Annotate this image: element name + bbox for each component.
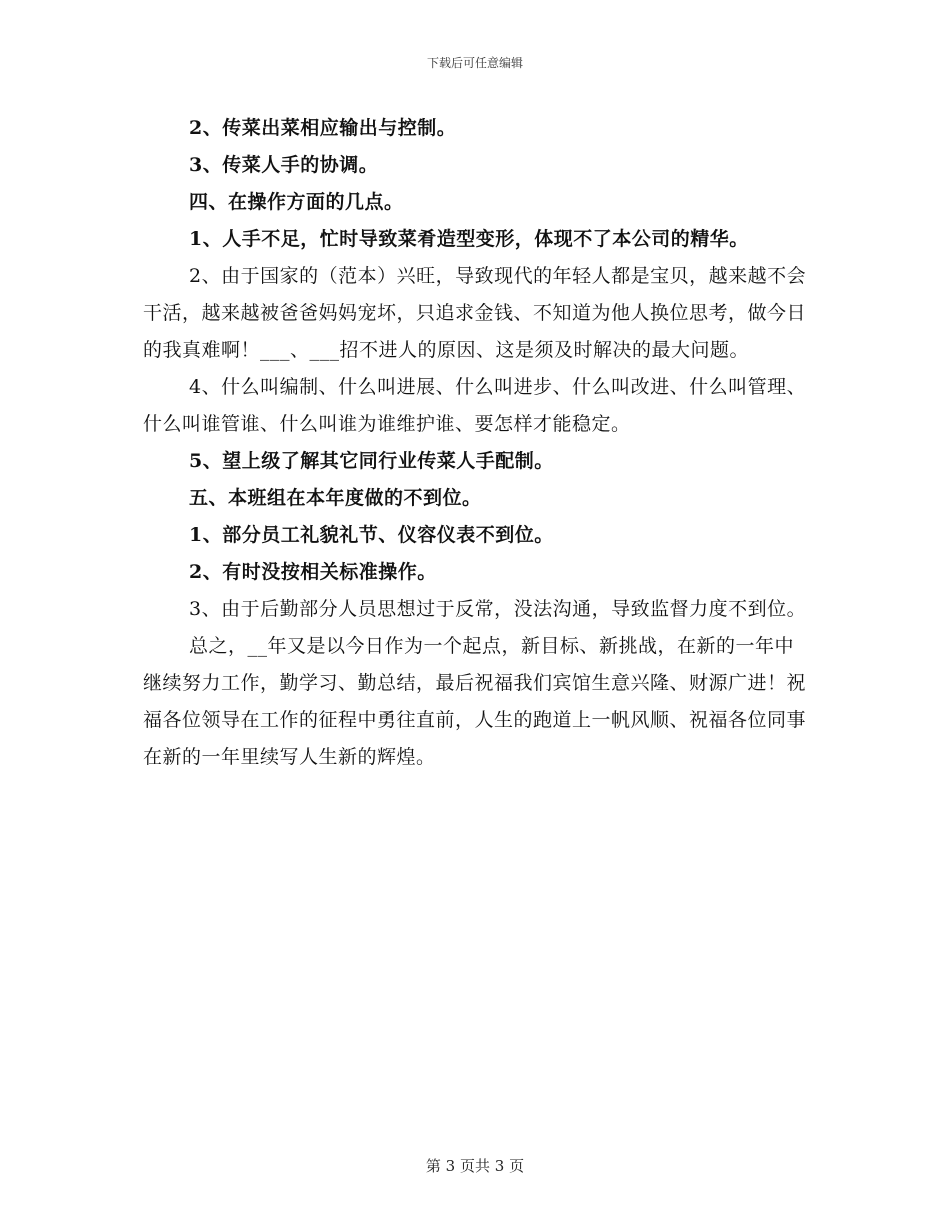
- paragraph: 3、由于后勤部分人员思想过于反常，没法沟通，导致监督力度不到位。: [189, 598, 807, 620]
- page-header: 下载后可任意编辑: [426, 56, 523, 70]
- paragraph: 2、传菜出菜相应输出与控制。: [189, 117, 457, 139]
- page-footer: 第 3 页共 3 页: [425, 1157, 525, 1175]
- paragraph: 4、什么叫编制、什么叫进展、什么叫进步、什么叫改进、什么叫管理、什么叫谁管谁、什么叫谁为谁维护谁、要怎样才能稳定。: [143, 376, 807, 435]
- paragraph: 2、有时没按相关标准操作。: [189, 561, 437, 583]
- paragraph: 2、由于国家的（范本）兴旺，导致现代的年轻人都是宝贝，越来越不会干活，越来越被爸爸妈妈宠坏，只追求金钱、不知道为他人换位思考，做今日的我真难啊！___、___招不进人的原因、这是须及时解决的最大问题。: [143, 265, 807, 361]
- paragraph: 1、人手不足，忙时导致菜肴造型变形，体现不了本公司的精华。: [189, 228, 749, 250]
- paragraph: 四、在操作方面的几点。: [189, 191, 404, 213]
- document-body: [143, 110, 808, 776]
- paragraph: 5、望上级了解其它同行业传菜人手配制。: [189, 450, 554, 472]
- paragraph: 3、传菜人手的协调。: [189, 154, 379, 176]
- paragraph: 1、部分员工礼貌礼节、仪容仪表不到位。: [189, 524, 554, 546]
- paragraph: 五、本班组在本年度做的不到位。: [189, 487, 482, 509]
- paragraph: 总之，__年又是以今日作为一个起点，新目标、新挑战，在新的一年中继续努力工作，勤学习、勤总结，最后祝福我们宾馆生意兴隆、财源广进！祝福各位领导在工作的征程中勇往直前，人生的跑道上一帆风顺、祝福各位同事在新的一年里续写人生新的辉煌。: [143, 635, 807, 768]
